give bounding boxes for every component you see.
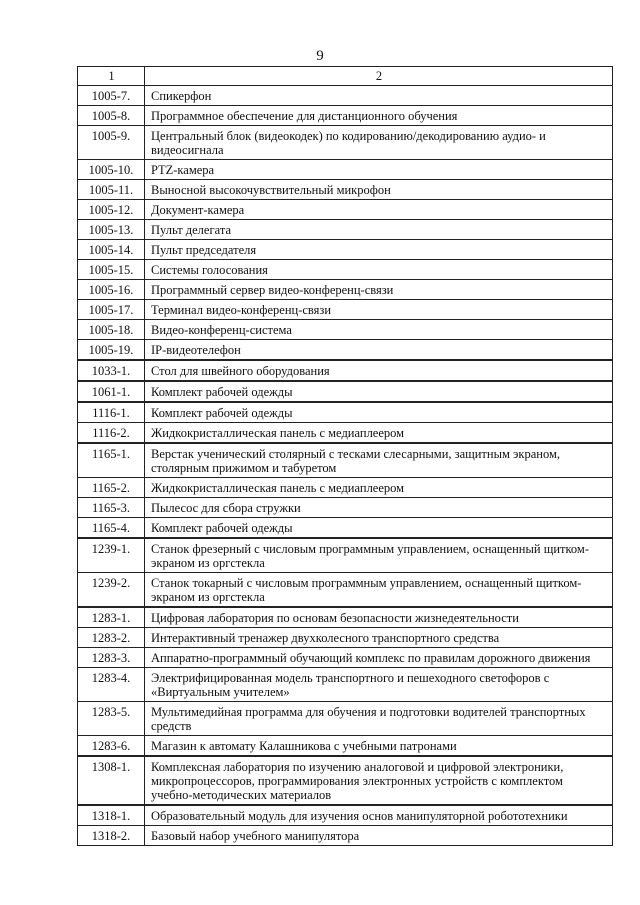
table-row <box>78 106 613 126</box>
item-name: Спикерфон <box>145 86 613 106</box>
table-row <box>78 498 613 518</box>
table-row <box>78 443 613 478</box>
table-row <box>78 805 613 826</box>
item-code: 1116-1. <box>78 402 145 423</box>
table-row <box>78 320 613 340</box>
item-code: 1005-14. <box>78 240 145 260</box>
item-name: Видео-конференц-система <box>145 320 613 340</box>
item-code: 1283-1. <box>78 607 145 628</box>
item-name: Цифровая лаборатория по основам безопасности жизнедеятельности <box>145 607 613 628</box>
item-code: 1061-1. <box>78 381 145 402</box>
item-code: 1318-2. <box>78 826 145 846</box>
item-code: 1165-1. <box>78 443 145 478</box>
item-name: Верстак ученический столярный с тесками слесарными, защитным экраном, столярным прижимом и табуретом <box>145 443 613 478</box>
table-row <box>78 402 613 423</box>
table-row <box>78 126 613 160</box>
item-code: 1165-2. <box>78 478 145 498</box>
item-name: Жидкокристаллическая панель с медиаплеером <box>145 478 613 498</box>
item-name: Интерактивный тренажер двухколесного транспортного средства <box>145 628 613 648</box>
item-code: 1116-2. <box>78 423 145 444</box>
item-code: 1283-6. <box>78 736 145 757</box>
table-row <box>78 360 613 381</box>
table-row <box>78 648 613 668</box>
item-name: Программное обеспечение для дистанционного обучения <box>145 106 613 126</box>
column-header-number: 1 <box>78 67 145 86</box>
table-header-row <box>78 67 613 86</box>
items-table-body <box>78 67 613 846</box>
item-code: 1239-1. <box>78 538 145 573</box>
item-name: Комплексная лаборатория по изучению аналоговой и цифровой электроники, микропроцессоров, программирования электронных устройств с комплектом учебно-методических материалов <box>145 756 613 805</box>
item-code: 1005-18. <box>78 320 145 340</box>
item-code: 1165-4. <box>78 518 145 539</box>
table-row <box>78 478 613 498</box>
item-name: Документ-камера <box>145 200 613 220</box>
item-name: Выносной высокочувствительный микрофон <box>145 180 613 200</box>
item-code: 1165-3. <box>78 498 145 518</box>
table-row <box>78 381 613 402</box>
item-code: 1283-3. <box>78 648 145 668</box>
table-row <box>78 702 613 736</box>
item-code: 1005-17. <box>78 300 145 320</box>
item-code: 1005-7. <box>78 86 145 106</box>
table-row <box>78 607 613 628</box>
item-name: Станок токарный с числовым программным управлением, оснащенный щитком-экраном из оргстекла <box>145 573 613 608</box>
column-header-name: 2 <box>145 67 613 86</box>
item-name: Электрифицированная модель транспортного и пешеходного светофоров с «Виртуальным учителем» <box>145 668 613 702</box>
item-name: Жидкокристаллическая панель с медиаплеером <box>145 423 613 444</box>
item-code: 1283-2. <box>78 628 145 648</box>
table-row <box>78 200 613 220</box>
table-row <box>78 628 613 648</box>
table-row <box>78 86 613 106</box>
table-row <box>78 668 613 702</box>
item-code: 1033-1. <box>78 360 145 381</box>
item-code: 1239-2. <box>78 573 145 608</box>
item-code: 1005-9. <box>78 126 145 160</box>
items-table <box>77 66 613 846</box>
table-row <box>78 240 613 260</box>
table-row <box>78 260 613 280</box>
item-name: Пылесос для сбора стружки <box>145 498 613 518</box>
item-name: Пульт делегата <box>145 220 613 240</box>
table-row <box>78 756 613 805</box>
item-name: Центральный блок (видеокодек) по кодированию/декодированию аудио- и видеосигнала <box>145 126 613 160</box>
table-row <box>78 180 613 200</box>
item-code: 1005-11. <box>78 180 145 200</box>
item-name: Пульт председателя <box>145 240 613 260</box>
table-row <box>78 736 613 757</box>
item-name: Комплект рабочей одежды <box>145 402 613 423</box>
item-name: Комплект рабочей одежды <box>145 518 613 539</box>
item-code: 1005-13. <box>78 220 145 240</box>
item-code: 1005-10. <box>78 160 145 180</box>
item-code: 1005-16. <box>78 280 145 300</box>
item-name: IP-видеотелефон <box>145 340 613 361</box>
table-row <box>78 423 613 444</box>
item-code: 1283-5. <box>78 702 145 736</box>
table-row <box>78 538 613 573</box>
item-code: 1308-1. <box>78 756 145 805</box>
table-row <box>78 280 613 300</box>
table-row <box>78 573 613 608</box>
table-row <box>78 826 613 846</box>
item-code: 1005-12. <box>78 200 145 220</box>
page-number: 9 <box>316 48 324 64</box>
item-name: Стол для швейного оборудования <box>145 360 613 381</box>
table-row <box>78 160 613 180</box>
item-name: Станок фрезерный с числовым программным управлением, оснащенный щитком-экраном из оргстекла <box>145 538 613 573</box>
item-name: Программный сервер видео-конференц-связи <box>145 280 613 300</box>
item-name: Комплект рабочей одежды <box>145 381 613 402</box>
table-row <box>78 518 613 539</box>
item-name: PTZ-камера <box>145 160 613 180</box>
table-row <box>78 220 613 240</box>
item-name: Терминал видео-конференц-связи <box>145 300 613 320</box>
table-row <box>78 340 613 361</box>
item-name: Системы голосования <box>145 260 613 280</box>
item-name: Базовый набор учебного манипулятора <box>145 826 613 846</box>
item-name: Аппаратно-программный обучающий комплекс по правилам дорожного движения <box>145 648 613 668</box>
item-name: Магазин к автомату Калашникова с учебными патронами <box>145 736 613 757</box>
table-row <box>78 300 613 320</box>
item-name: Образовательный модуль для изучения основ манипуляторной робототехники <box>145 805 613 826</box>
item-name: Мультимедийная программа для обучения и подготовки водителей транспортных средств <box>145 702 613 736</box>
item-code: 1005-8. <box>78 106 145 126</box>
item-code: 1318-1. <box>78 805 145 826</box>
item-code: 1283-4. <box>78 668 145 702</box>
item-code: 1005-15. <box>78 260 145 280</box>
item-code: 1005-19. <box>78 340 145 361</box>
